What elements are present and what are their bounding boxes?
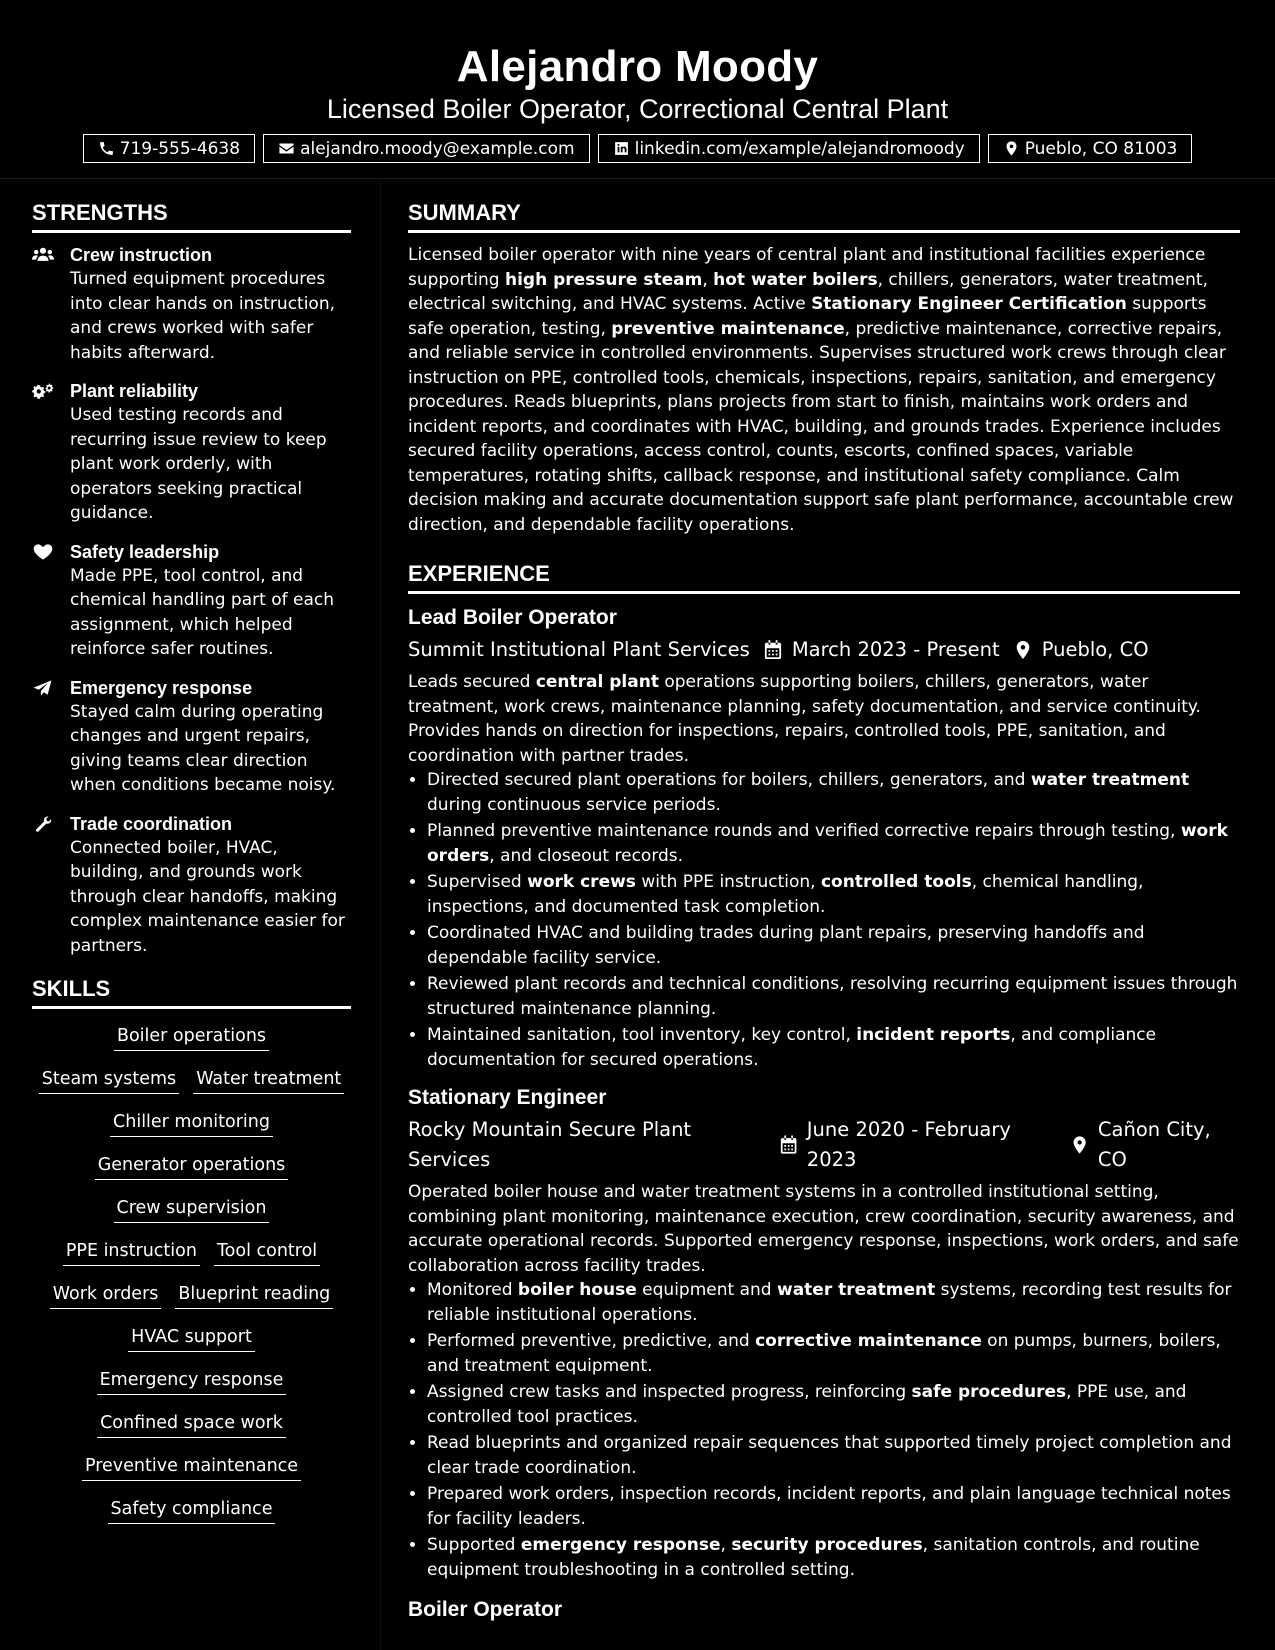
contact-phone[interactable] <box>83 134 255 163</box>
job-bullet: • Coordinated HVAC and building trades during plant repairs, preserving handoffs and dependable facility service. <box>427 921 1240 970</box>
job-bullet: • Directed secured plant operations for boilers, chillers, generators, and water treatment during continuous service periods. <box>427 768 1240 817</box>
skill-tag: Water treatment <box>193 1066 344 1094</box>
section-title-strengths: STRENGTHS <box>32 196 351 233</box>
column-divider <box>380 179 381 1650</box>
skill-tag: Generator operations <box>95 1152 289 1180</box>
job-entry <box>408 1596 1240 1624</box>
jobs-list <box>408 604 1240 1624</box>
wrench-icon <box>32 812 70 959</box>
strength-body <box>70 379 351 526</box>
strength-item <box>32 676 351 798</box>
job-entry <box>408 604 1240 1072</box>
heart-icon <box>32 540 70 662</box>
strength-description: Stayed calm during operating changes and urgent repairs, giving teams clear direction when conditions became noisy. <box>70 701 336 795</box>
job-bullet: • Planned preventive maintenance rounds and verified corrective repairs through testing, work orders, and closeout records. <box>427 819 1240 868</box>
job-bullet: • Supervised work crews with PPE instruction, controlled tools, chemical handling, inspections, and documented task completion. <box>427 870 1240 919</box>
users-icon <box>32 243 70 365</box>
envelope-icon <box>278 140 295 157</box>
skill-tag: Boiler operations <box>114 1023 269 1051</box>
job-bullet: • Performed preventive, predictive, and corrective maintenance on pumps, burners, boilers, and treatment equipment. <box>427 1329 1240 1378</box>
job-bullet: • Monitored boiler house equipment and water treatment systems, recording test results for reliable institutional operations. <box>427 1278 1240 1327</box>
skill-tag: PPE instruction <box>63 1238 200 1266</box>
skill-tag: Tool control <box>214 1238 320 1266</box>
strength-title: Emergency response <box>70 677 253 698</box>
map-pin-icon <box>1071 1135 1088 1155</box>
paper-plane-icon <box>32 676 70 798</box>
strength-item <box>32 540 351 662</box>
contact-phone-text: 719-555-4638 <box>119 138 241 159</box>
job-company: Rocky Mountain Secure Plant Services <box>408 1118 692 1171</box>
strength-item <box>32 379 351 526</box>
strength-body <box>70 540 351 662</box>
calendar-icon <box>764 640 782 660</box>
skills-section <box>32 972 351 1524</box>
job-bullet: • Assigned crew tasks and inspected progress, reinforcing safe procedures, PPE use, and controlled tool practices. <box>427 1380 1240 1429</box>
skill-tag: HVAC support <box>128 1324 255 1352</box>
strengths-list <box>32 243 351 958</box>
phone-icon <box>98 140 115 157</box>
strength-description: Turned equipment procedures into clear hands on instruction, and crews worked with safer habits afterward. <box>70 269 336 363</box>
job-description: Operated boiler house and water treatment systems in a controlled institutional setting, combining plant monitoring, maintenance execution, crew coordination, security awareness, and accurate operational records. Supported emergency response, inspections, work orders, and safe collaboration across facility trades. <box>408 1182 1239 1276</box>
summary-section <box>408 196 1240 537</box>
gears-icon <box>32 379 70 526</box>
skill-tag: Preventive maintenance <box>82 1453 301 1481</box>
job-location: Pueblo, CO <box>1014 635 1149 665</box>
strength-item <box>32 812 351 959</box>
map-pin-icon <box>1003 140 1020 157</box>
job-bullet: • Prepared work orders, inspection records, incident reports, and plain language technical notes for facility leaders. <box>427 1482 1240 1531</box>
candidate-name: Alejandro Moody <box>456 42 819 91</box>
strength-body <box>70 812 351 959</box>
job-dates: March 2023 - Present <box>764 635 1000 665</box>
job-title: Stationary Engineer <box>408 1086 607 1109</box>
job-title: Lead Boiler Operator <box>408 606 617 629</box>
job-meta <box>408 635 1240 665</box>
strength-title: Safety leadership <box>70 541 220 562</box>
strength-title: Crew instruction <box>70 245 213 265</box>
job-description: Leads secured central plant operations supporting boilers, chillers, generators, water treatment, work crews, maintenance planning, safety documentation, and service continuity. Provides hands on direction for inspections, repairs, controlled tools, PPE, sanitation, and coordination with partner trades. <box>408 672 1201 766</box>
contact-location <box>988 134 1193 163</box>
strength-description: Used testing records and recurring issue review to keep plant work orderly, with operators seeking practical guidance. <box>70 405 327 523</box>
job-bullets <box>408 1278 1240 1582</box>
map-pin-icon <box>1014 640 1032 660</box>
skill-tag: Chiller monitoring <box>110 1109 273 1137</box>
skill-tag: Steam systems <box>39 1066 179 1094</box>
strength-description: Connected boiler, HVAC, building, and grounds work through clear handoffs, making complex maintenance easier for partners. <box>70 837 345 956</box>
job-company: Summit Institutional Plant Services <box>408 638 750 661</box>
job-bullet: • Supported emergency response, security procedures, sanitation controls, and routine equipment troubleshooting in a controlled setting. <box>427 1533 1240 1582</box>
experience-section <box>408 557 1240 1624</box>
job-bullet: • Read blueprints and organized repair sequences that supported timely project completion and clear trade coordination. <box>427 1431 1240 1480</box>
job-bullets <box>408 768 1240 1072</box>
contact-linkedin-text: linkedin.com/example/alejandromoody <box>634 138 965 159</box>
skill-tag: Crew supervision <box>114 1195 270 1223</box>
strength-body <box>70 243 351 365</box>
candidate-headline: Licensed Boiler Operator, Correctional Central Plant <box>326 94 949 124</box>
summary-text: Licensed boiler operator with nine years of central plant and institutional facilities experience supporting high pressure steam, hot water boilers, chillers, generators, water treatment, electrical switching, and HVAC systems. Active Stationary Engineer Certification supports safe operation, testing, preventive maintenance, predictive maintenance, corrective repairs, and reliable service in controlled environments. Supervises structured work crews through clear instruction on PPE, controlled tools, chemicals, inspections, repairs, sanitation, and emergency procedures. Reads blueprints, plans projects from start to finish, maintains work orders and incident reports, and coordinates with HVAC, building, and grounds trades. Experience includes secured facility operations, access control, counts, escorts, confined spaces, variable temperatures, rotating shifts, callback response, and institutional safety compliance. Calm decision making and accurate documentation support safe plant performance, accountable crew direction, and dependable facility operations. <box>408 245 1234 535</box>
job-bullet: • Reviewed plant records and technical conditions, resolving recurring equipment issues through structured maintenance planning. <box>427 972 1240 1021</box>
contact-bar <box>0 134 1275 163</box>
section-title-skills: SKILLS <box>32 972 351 1009</box>
strength-description: Made PPE, tool control, and chemical handling part of each assignment, which helped reinforce safer routines. <box>70 565 334 659</box>
skill-tag: Confined space work <box>97 1410 286 1438</box>
contact-email-text: alejandro.moody@example.com <box>300 138 575 159</box>
strength-item <box>32 243 351 365</box>
strengths-section <box>32 196 351 958</box>
job-meta <box>408 1115 1240 1175</box>
job-location: Cañon City, CO <box>1071 1115 1240 1175</box>
skill-tag: Safety compliance <box>108 1496 276 1524</box>
skill-tag: Emergency response <box>97 1367 287 1395</box>
skill-tag: Work orders <box>50 1281 162 1309</box>
contact-linkedin[interactable] <box>598 134 980 163</box>
skill-tag: Blueprint reading <box>175 1281 333 1309</box>
calendar-icon <box>780 1135 797 1155</box>
strength-body <box>70 676 351 798</box>
resume-header <box>0 0 1275 179</box>
right-column <box>408 196 1240 1624</box>
linkedin-icon <box>613 140 630 157</box>
skills-list <box>32 1023 351 1524</box>
strength-title: Trade coordination <box>70 813 233 834</box>
section-title-summary: SUMMARY <box>408 196 1240 233</box>
job-entry <box>408 1084 1240 1582</box>
section-title-experience: EXPERIENCE <box>408 557 1240 594</box>
contact-email[interactable] <box>263 134 590 163</box>
left-column <box>32 196 351 1524</box>
job-bullet: • Maintained sanitation, tool inventory, key control, incident reports, and compliance documentation for secured operations. <box>427 1023 1240 1072</box>
strength-title: Plant reliability <box>70 381 199 401</box>
job-dates: June 2020 - February 2023 <box>780 1115 1057 1175</box>
job-title: Boiler Operator <box>408 1598 563 1621</box>
contact-location-text: Pueblo, CO 81003 <box>1024 138 1178 159</box>
